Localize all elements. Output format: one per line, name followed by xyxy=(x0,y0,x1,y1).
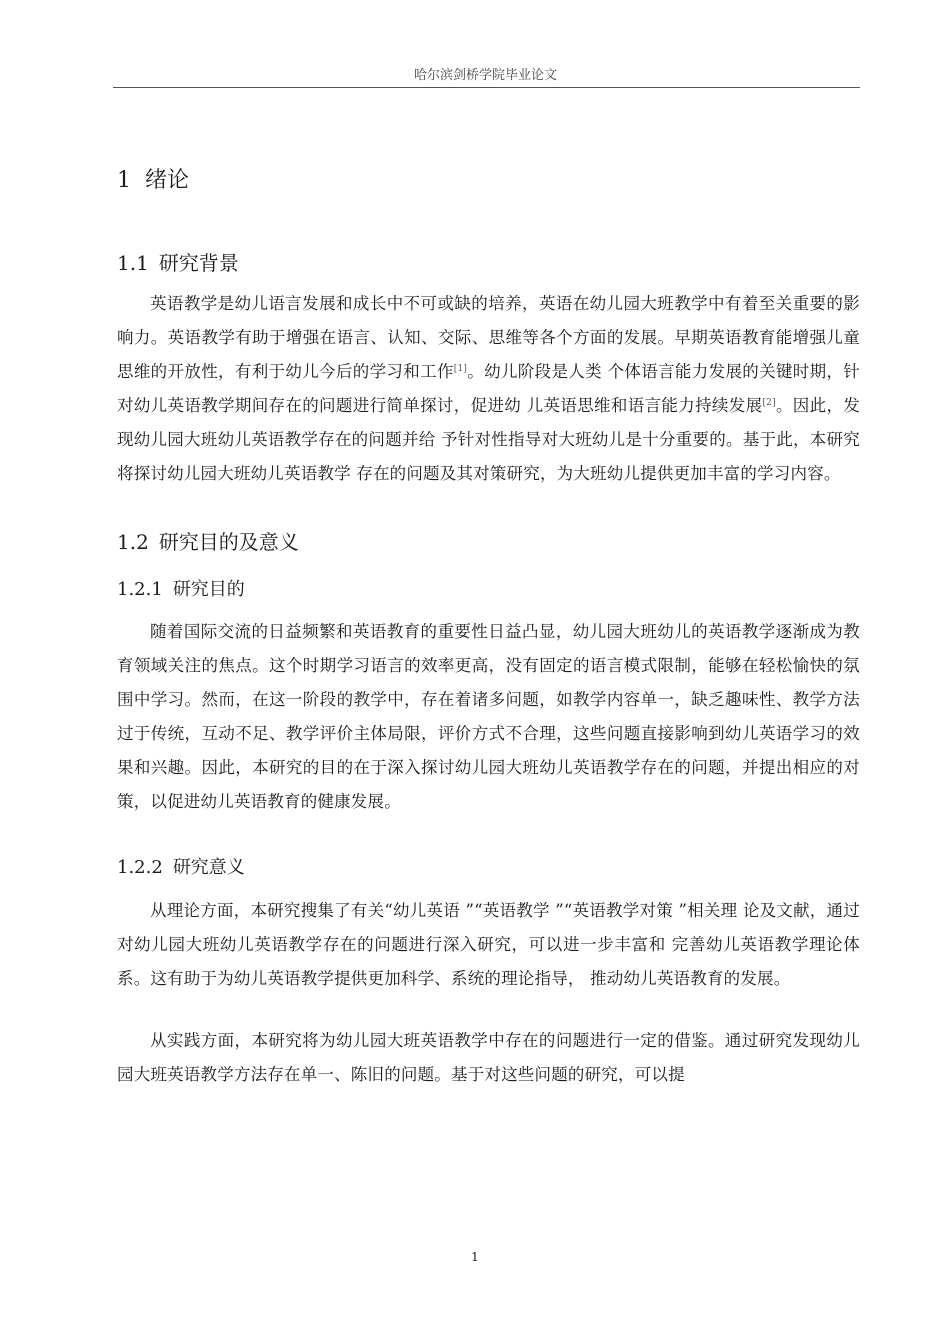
page-number: 1 xyxy=(471,1250,479,1264)
paragraph-significance-theory: 从理论方面，本研究搜集了有关“幼儿英语 ”“英语教学 ”“英语教学对策 ”相关理 论及文献，通过对幼儿园大班幼儿英语教学存在的问题进行深入研究，可以进一步丰富和 完善幼儿英语教学理论体系。这有助于为幼儿英语教学提供更加科学、系统的理论指导， 推动幼儿英语教育的发展。 xyxy=(117,901,860,988)
citation-1: [1] xyxy=(453,364,468,374)
subsection-title: 研究目的 xyxy=(172,579,245,600)
section-number: 1.1 xyxy=(117,251,149,275)
section-title: 研究目的及意义 xyxy=(158,530,299,554)
section-heading-1-1 xyxy=(117,247,239,276)
paragraph-text: 。幼儿阶段是人类 个体语言能力发展的关键时期，针对幼儿英语教学期间存在的问题进行简单探讨，促进幼 儿英语思维和语言能力持续发展 xyxy=(117,362,861,415)
chapter-number: 1 xyxy=(117,168,131,193)
section-number: 1.2 xyxy=(117,530,149,554)
page-header: 哈尔滨剑桥学院毕业论文 xyxy=(413,68,557,83)
section-heading-1-2 xyxy=(117,526,299,555)
chapter-title: 绪论 xyxy=(145,168,190,193)
header-rule xyxy=(113,87,860,88)
paragraph-background xyxy=(117,287,860,491)
subsection-number: 1.2.2 xyxy=(117,857,163,878)
paragraph-text: 。因此，发现幼儿园大班幼儿英语教学存在的问题并给 予针对性指导对大班幼儿是十分重要的。基于此，本研究将探讨幼儿园大班幼儿英语教学 存在的问题及其对策研究，为大班幼儿提供更加丰富的学习内容。 xyxy=(117,396,861,483)
paragraph-significance-practice: 从实践方面，本研究将为幼儿园大班英语教学中存在的问题进行一定的借鉴。通过研究发现幼儿园大班英语教学方法存在单一、陈旧的问题。基于对这些问题的研究，可以提 xyxy=(117,1031,860,1084)
chapter-heading xyxy=(117,163,189,194)
citation-2: [2] xyxy=(762,398,776,408)
paragraph-text: 英语教学是幼儿语言发展和成长中不可或缺的培养，英语在幼儿园大班教学中有着至关重要的影响力。英语教学有助于增强在语言、认知、交际、思维等各个方面的发展。早期英语教育能增强儿童思维的开放性，有利于幼儿今后的学习和工作 xyxy=(117,294,860,381)
paragraph-purpose: 随着国际交流的日益频繁和英语教育的重要性日益凸显，幼儿园大班幼儿的英语教学逐渐成为教育领域关注的焦点。这个时期学习语言的效率更高，没有固定的语言模式限制，能够在轻松愉快的氛围中学习。然而，在这一阶段的教学中，存在着诸多问题，如教学内容单一，缺乏趣味性、教学方法过于传统，互动不足、教学评价主体局限，评价方式不合理，这些问题直接影响到幼儿英语学习的效果和兴趣。因此，本研究的目的在于深入探讨幼儿园大班幼儿英语教学存在的问题，并提出相应的对策，以促进幼儿英语教育的健康发展。 xyxy=(117,622,860,811)
subsection-number: 1.2.1 xyxy=(117,579,163,600)
subsection-heading-1-2-1 xyxy=(117,575,245,601)
subsection-title: 研究意义 xyxy=(172,857,245,878)
section-title: 研究背景 xyxy=(158,251,239,275)
subsection-heading-1-2-2 xyxy=(117,853,245,879)
